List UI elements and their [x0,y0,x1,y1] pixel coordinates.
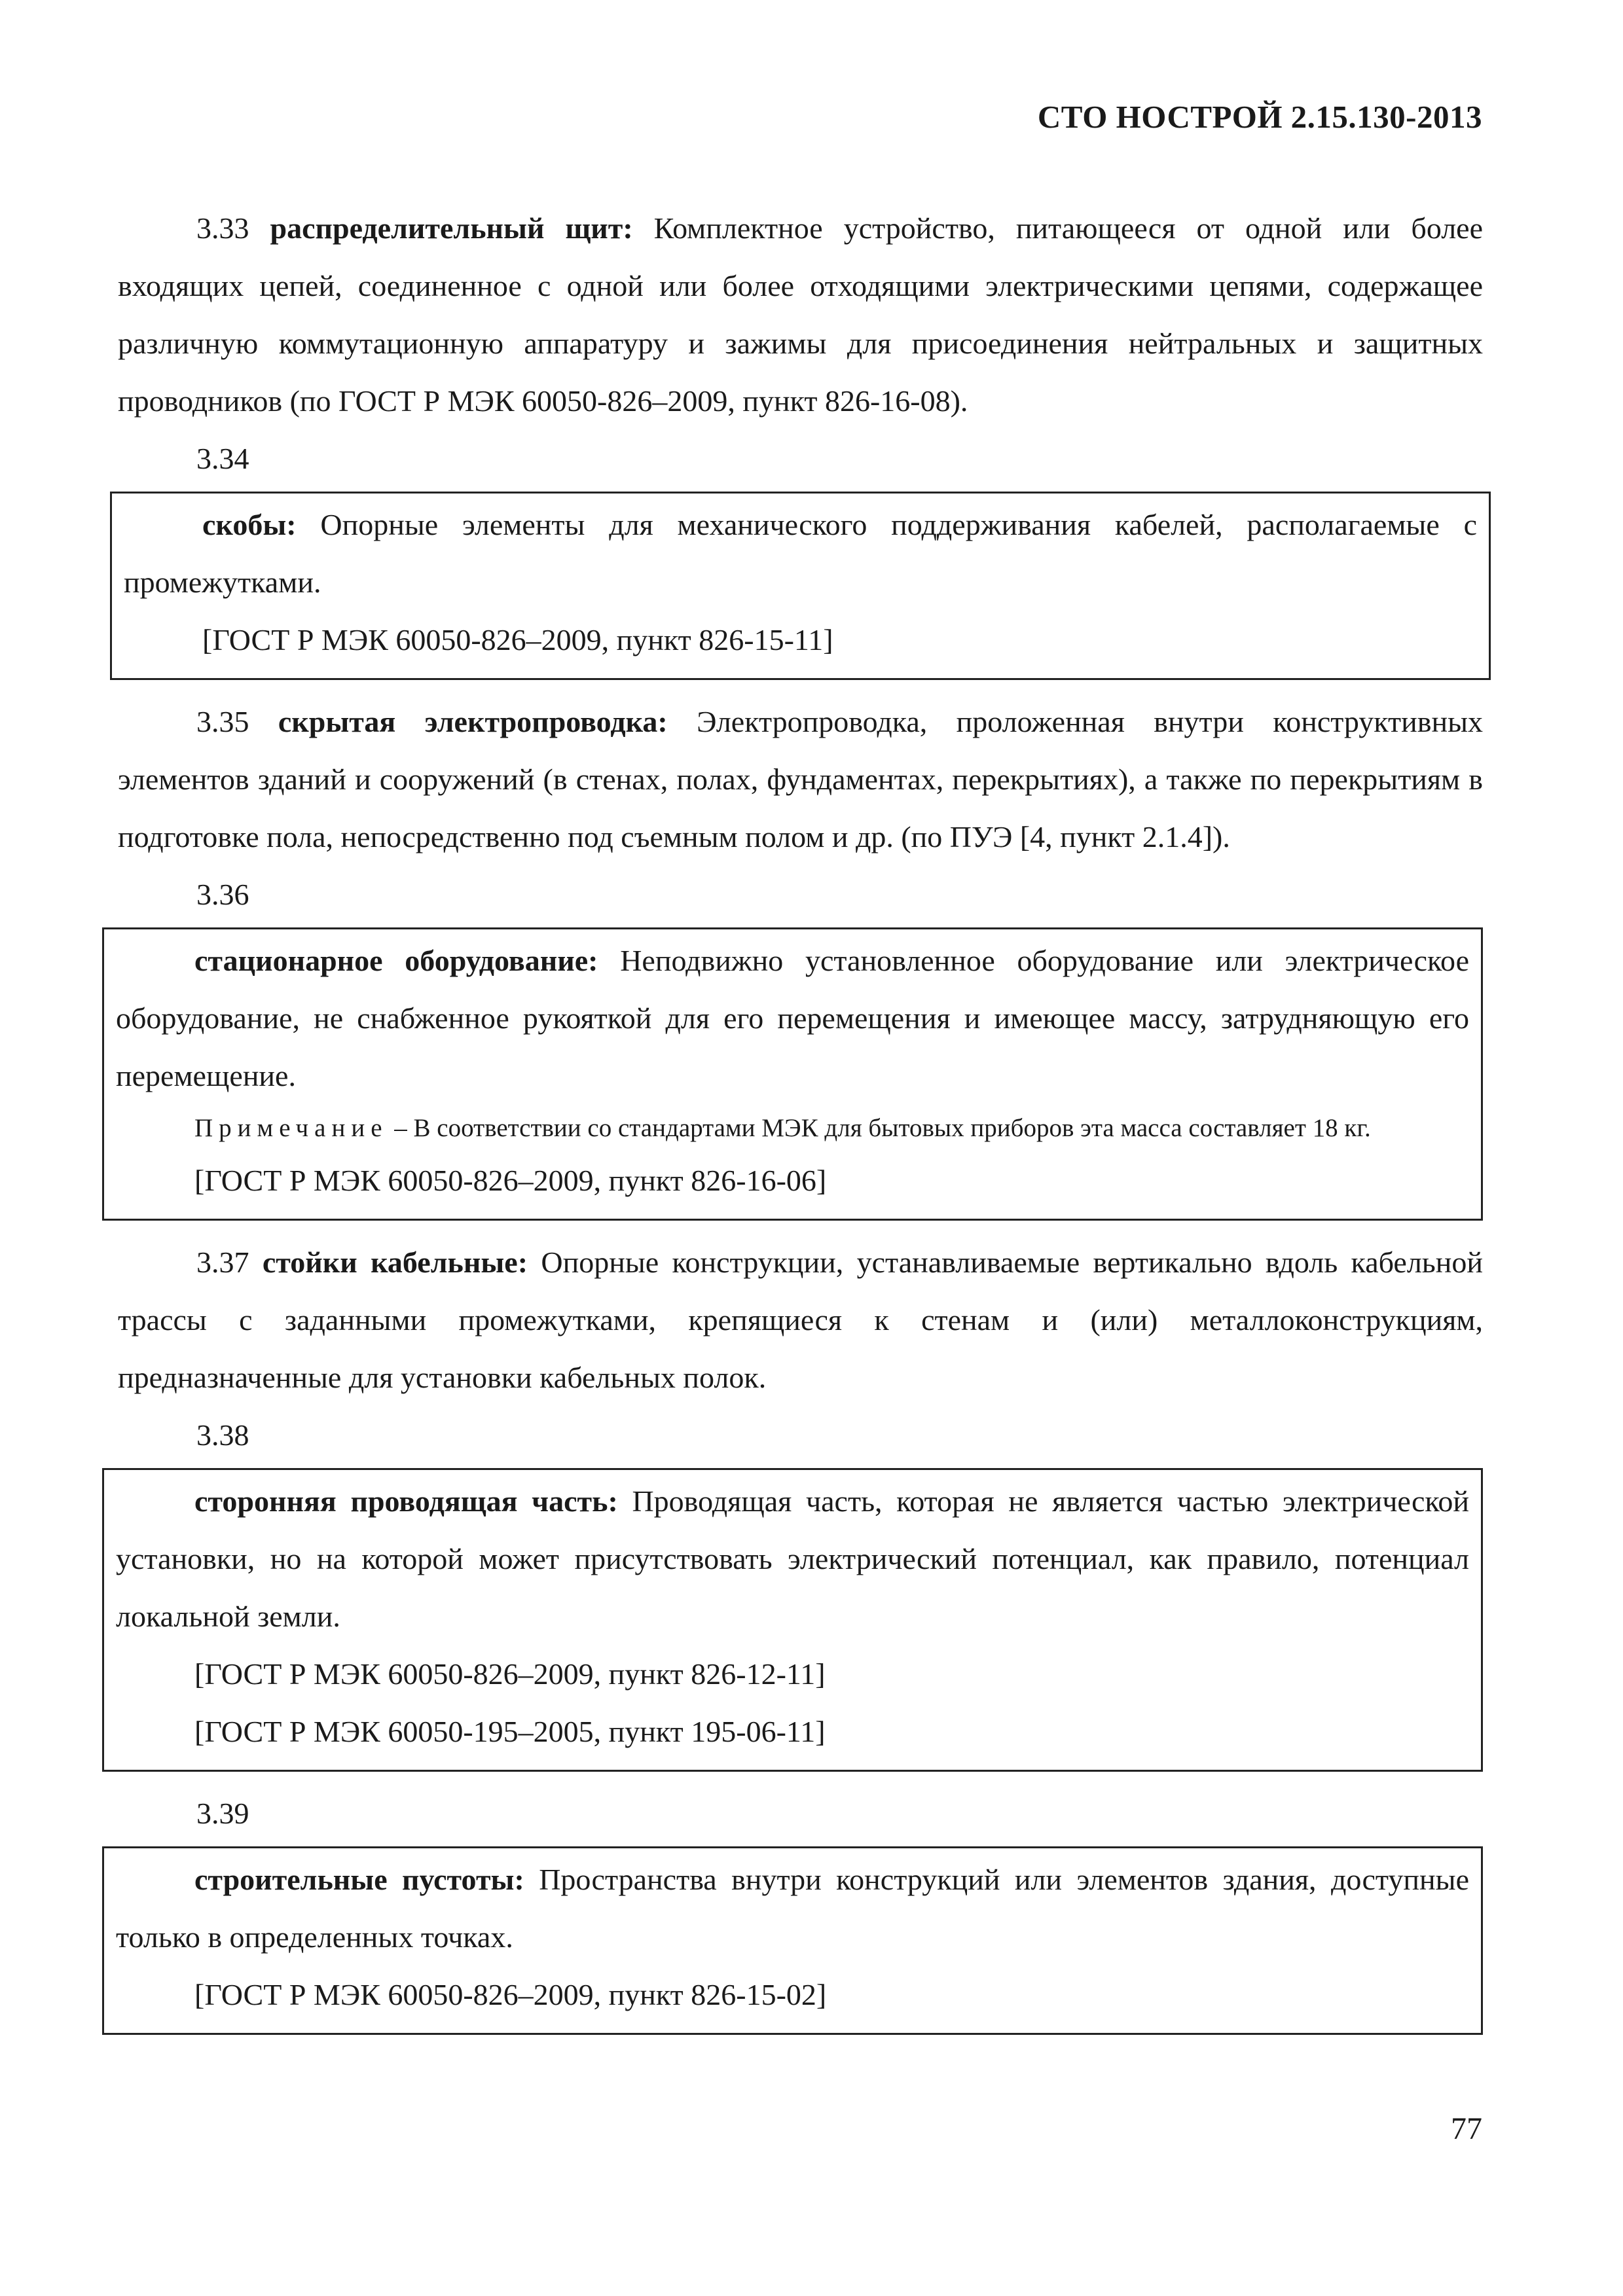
note-text: – В соответствии со стандартами МЭК для бытовых приборов эта масса составляет 18 кг. [394,1114,1371,1142]
term-3-35 [118,693,1483,866]
term-box-3-34 [110,492,1491,680]
term-definition: Комплектное устройство, питающееся от одной или более входящих цепей, соединенное с одной или более отходящими электрическими цепями, содержащее различную коммутационную аппаратуру и зажимы для присоединения нейтральных и защитных проводников (по ГОСТ Р МЭК 60050-826–2009, пункт 826-16-08). [118,211,1483,418]
term-name: скрытая электропроводка: [278,705,668,738]
term-number-3-34: 3.34 [196,442,249,475]
term-number-3-39: 3.39 [196,1797,249,1830]
term-reference: [ГОСТ Р МЭК 60050-826–2009, пункт 826-15-11] [202,623,833,656]
term-name: стойки кабельные: [262,1246,528,1279]
term-reference: [ГОСТ Р МЭК 60050-826–2009, пункт 826-15-02] [194,1978,827,2011]
term-3-34 [124,496,1477,611]
page-number: 77 [1451,2111,1482,2146]
term-name: распределительный щит: [270,211,633,245]
term-name: сторонняя проводящая часть: [194,1484,618,1518]
term-reference: [ГОСТ Р МЭК 60050-826–2009, пункт 826-16-06] [194,1164,827,1197]
term-3-36 [116,932,1469,1105]
term-number: 3.37 [196,1246,249,1279]
term-definition: Неподвижно установленное оборудование или электрическое оборудование, не снабженное рукояткой для его перемещения и имеющее массу, затрудняющую его перемещение. [116,944,1469,1092]
term-name: скобы: [202,508,297,541]
term-reference: [ГОСТ Р МЭК 60050-826–2009, пункт 826-12-11] [194,1657,826,1691]
term-definition: Проводящая часть, которая не является частью электрической установки, но на которой может присутствовать электрический потенциал, как правило, потенциал локальной земли. [116,1484,1469,1633]
term-definition: Опорные элементы для механического поддерживания кабелей, располагаемые с промежутками. [124,508,1477,599]
document-header: СТО НОСТРОЙ 2.15.130-2013 [1037,99,1482,135]
term-definition: Пространства внутри конструкций или элементов здания, доступные только в определенных точках. [116,1863,1469,1954]
term-3-39 [116,1851,1469,1966]
term-definition: Опорные конструкции, устанавливаемые вертикально вдоль кабельной трассы с заданными промежутками, крепящиеся к стенам и (или) металлоконструкциям, предназначенные для установки кабельных полок. [118,1246,1484,1394]
term-number: 3.35 [196,705,249,738]
term-reference: [ГОСТ Р МЭК 60050-195–2005, пункт 195-06-11] [194,1715,826,1748]
term-definition: Электропроводка, проложенная внутри конструктивных элементов зданий и сооружений (в стенах, полах, фундаментах, перекрытиях), а также по перекрытиям в подготовке пола, непосредственно под съемным полом и др. (по ПУЭ [4, пункт 2.1.4]). [118,705,1484,853]
note-label: Примечание [194,1114,388,1142]
page-content [118,200,1483,2037]
term-box-3-39 [102,1846,1483,2035]
term-number: 3.33 [196,211,249,245]
term-box-3-38 [102,1468,1483,1772]
term-3-37 [118,1234,1483,1407]
term-name: строительные пустоты: [194,1863,524,1896]
term-number-3-36: 3.36 [196,878,249,911]
term-number-3-38: 3.38 [196,1418,249,1452]
term-3-33 [118,200,1483,430]
term-box-3-36 [102,927,1483,1221]
term-3-38 [116,1473,1469,1645]
term-note [116,1105,1469,1152]
term-name: стационарное оборудование: [194,944,598,977]
